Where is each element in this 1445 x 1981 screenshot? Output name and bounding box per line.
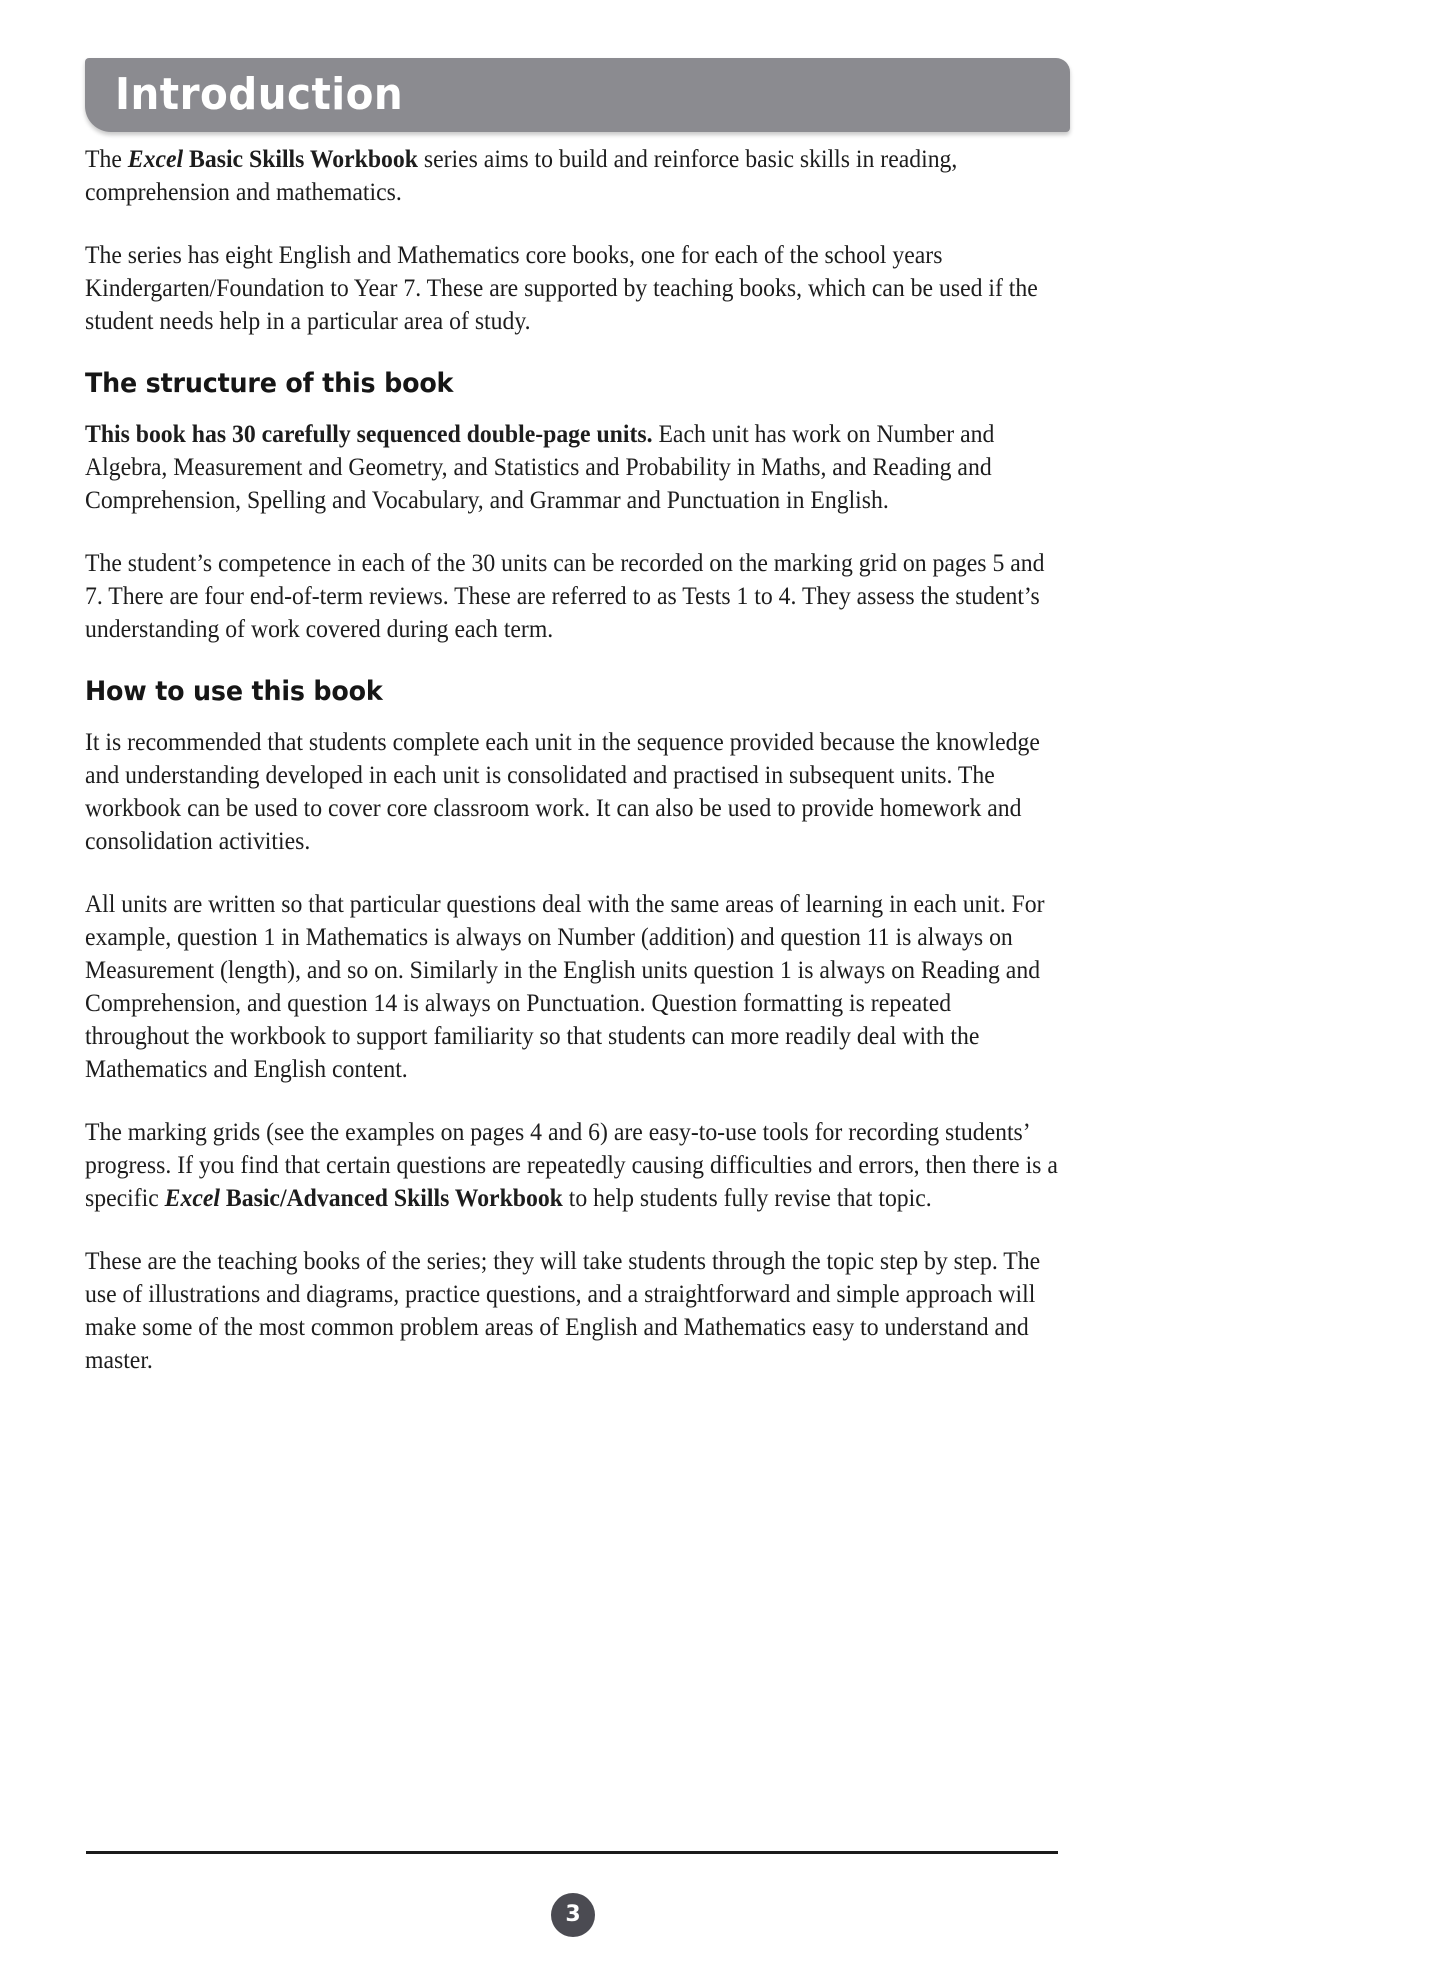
text-run: Each unit has work on Number and Algebra, Measurement and Geometry, and Statistics and Probability in Maths, and Reading and Comprehension, Spelling and Vocabulary, and Grammar and Punctuation in English. <box>85 419 995 514</box>
page-number-badge: 3 <box>551 1893 595 1937</box>
brand-excel: Excel <box>164 1183 220 1212</box>
heading-how-to-use-this-book: How to use this book <box>85 676 383 707</box>
page-header-banner <box>85 58 1070 132</box>
paragraph-marking-grid: The student’s competence in each of the 30 units can be recorded on the marking grid on pages 5 and 7. There are four end-of-term reviews. These are referred to as Tests 1 to 4. They assess the student’s understanding of work covered during each term. <box>85 548 1045 643</box>
text-run-bold: Basic/Advanced Skills Workbook <box>219 1183 563 1212</box>
paragraph-question-alignment: All units are written so that particular questions deal with the same areas of learning in each unit. For example, question 1 in Mathematics is always on Number (addition) and question 11 is always on Measurement (length), and so on. Similarly in the English units question 1 is always on Reading and Comprehension, and question 14 is always on Punctuation. Question formatting is repeated throughout the workbook to support familiarity so that students can more readily deal with the Mathematics and English content. <box>85 889 1045 1083</box>
text-run: to help students fully revise that topic. <box>562 1183 932 1212</box>
paragraph-sequence-recommendation: It is recommended that students complete each unit in the sequence provided because the knowledge and understanding developed in each unit is consolidated and practised in subsequent units. The workbook can be used to cover core classroom work. It can also be used to provide homework and consolidation activities. <box>85 727 1040 855</box>
paragraph-marking-grids-tools <box>85 1115 1060 1214</box>
paragraph-teaching-books: These are the teaching books of the series; they will take students through the topic step by step. The use of illustrations and diagrams, practice questions, and a straightforward and simple approach will make some of the most common problem areas of English and Mathematics easy to understand and master. <box>85 1246 1041 1374</box>
brand-excel: Excel <box>127 144 184 173</box>
page-content <box>85 142 1060 1406</box>
heading-structure-of-this-book: The structure of this book <box>85 368 454 399</box>
paragraph-structure-units <box>85 417 1060 516</box>
footer-divider <box>86 1851 1058 1854</box>
paragraph-intro-series <box>85 142 1060 208</box>
text-run-bold: This book has 30 carefully sequenced double-page units. <box>85 419 653 448</box>
paragraph-core-books: The series has eight English and Mathematics core books, one for each of the school years Kindergarten/Foundation to Year 7. These are supported by teaching books, which can be used if the student needs help in a particular area of study. <box>85 240 1038 335</box>
text-run: series aims to build and reinforce basic skills in reading, comprehension and mathematics. <box>85 144 958 206</box>
text-run-bold: Basic Skills Workbook <box>183 144 418 173</box>
text-run: The <box>85 144 128 173</box>
text-run: The marking grids (see the examples on pages 4 and 6) are easy-to-use tools for recording students’ progress. If you find that certain questions are repeatedly causing difficulties and errors, then there is a specific <box>85 1117 1058 1212</box>
page-title: Introduction <box>115 69 404 120</box>
